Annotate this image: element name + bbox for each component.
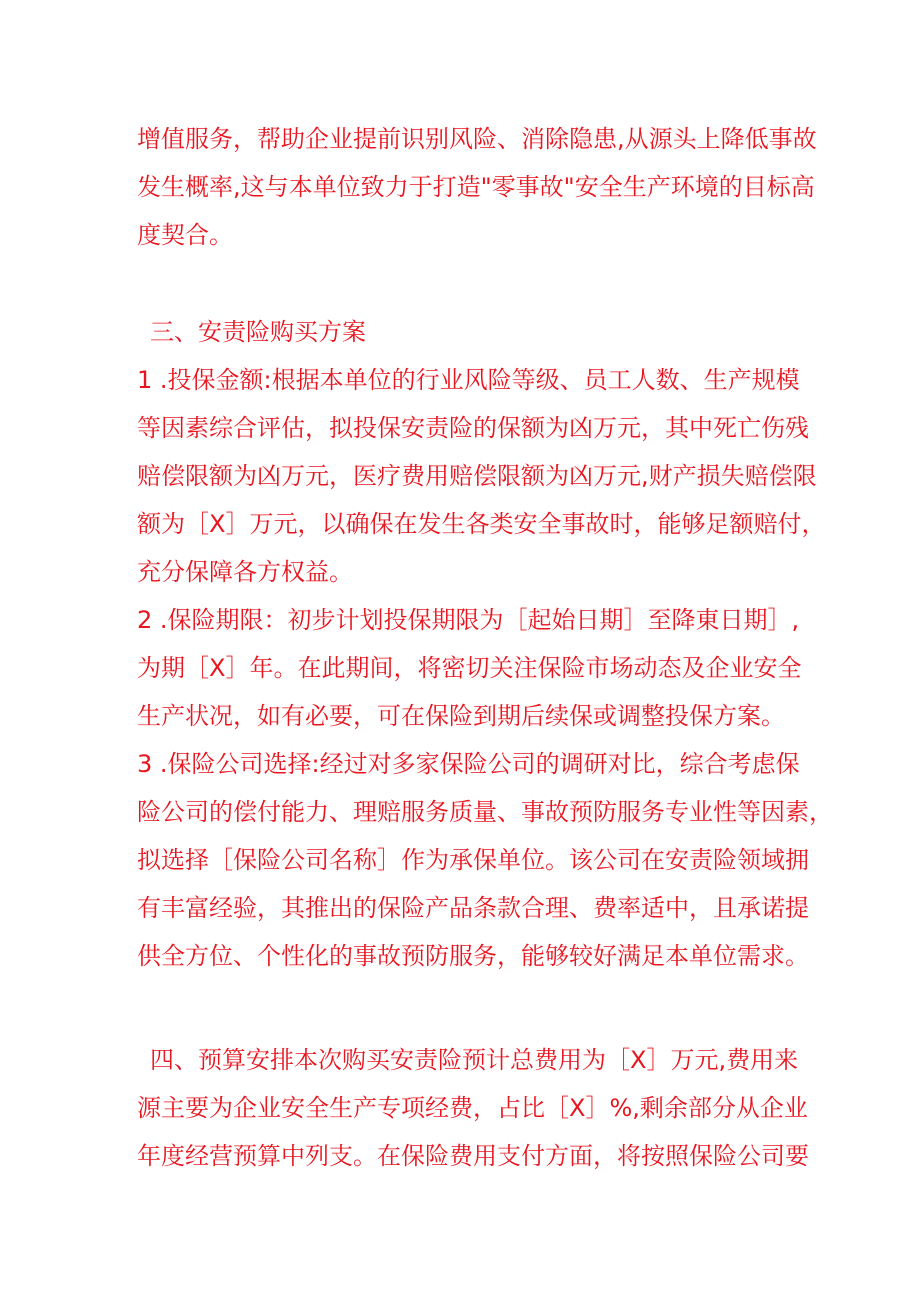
item-1-line-1: 1 .投保金额:根据本单位的行业风险等级、员工人数、生产规模	[137, 366, 800, 394]
item-3-line-5: 供全方位、个性化的事故预防服务，能够较好满足本单位需求。	[137, 942, 809, 970]
item-2-line-1: 2 .保险期限：初步计划投保期限为［起始日期］至降東日期］,	[137, 606, 800, 634]
item-3-line-2: 险公司的偿付能力、理赔服务质量、事故预防服务专业性等因素，	[137, 798, 833, 826]
section-3-heading: 三、安责险购买方案	[150, 318, 366, 346]
item-1-line-2: 等因素综合评估，拟投保安责险的保额为凶万元，其中死亡伤残	[137, 414, 809, 442]
item-2-line-3: 生产状况，如有必要，可在保险到期后续保或调整投保方案。	[137, 702, 785, 730]
intro-line-1: 增值服务，帮助企业提前识别风险、消除隐患,从源头上降低事故	[137, 125, 817, 153]
item-2-line-2: 为期［X］年。在此期间，将密切关注保险市场动态及企业安全	[137, 654, 802, 682]
item-3-line-1: 3 .保险公司选择:经过对多家保险公司的调研对比，综合考虑保	[137, 750, 800, 778]
intro-line-2: 发生概率,这与本单位致力于打造"零事故"安全生产环境的目标高	[137, 173, 815, 201]
item-1-line-4: 额为［X］万元，以确保在发生各类安全事故时，能够足额赔付，	[137, 510, 826, 538]
section-4-line-3: 年度经营预算中列支。在保险费用支付方面，将按照保险公司要	[137, 1142, 809, 1170]
section-4-line-2: 源主要为企业安全生产专项经费，占比［X］%,剩余部分从企业	[137, 1094, 808, 1122]
section-4-line-1: 四、预算安排本次购买安责险预计总费用为［X］万元,费用来	[150, 1046, 799, 1074]
item-1-line-5: 充分保障各方权益。	[137, 558, 353, 586]
item-1-line-3: 赔偿限额为凶万元，医疗费用赔偿限额为凶万元,财产损失赔偿限	[137, 462, 817, 490]
item-3-line-3: 拟选择［保险公司名称］作为承保单位。该公司在安责险领域拥	[137, 846, 809, 874]
intro-line-3: 度契合。	[137, 221, 233, 249]
item-3-line-4: 有丰富经验，其推出的保险产品条款合理、费率适中，且承诺提	[137, 894, 809, 922]
